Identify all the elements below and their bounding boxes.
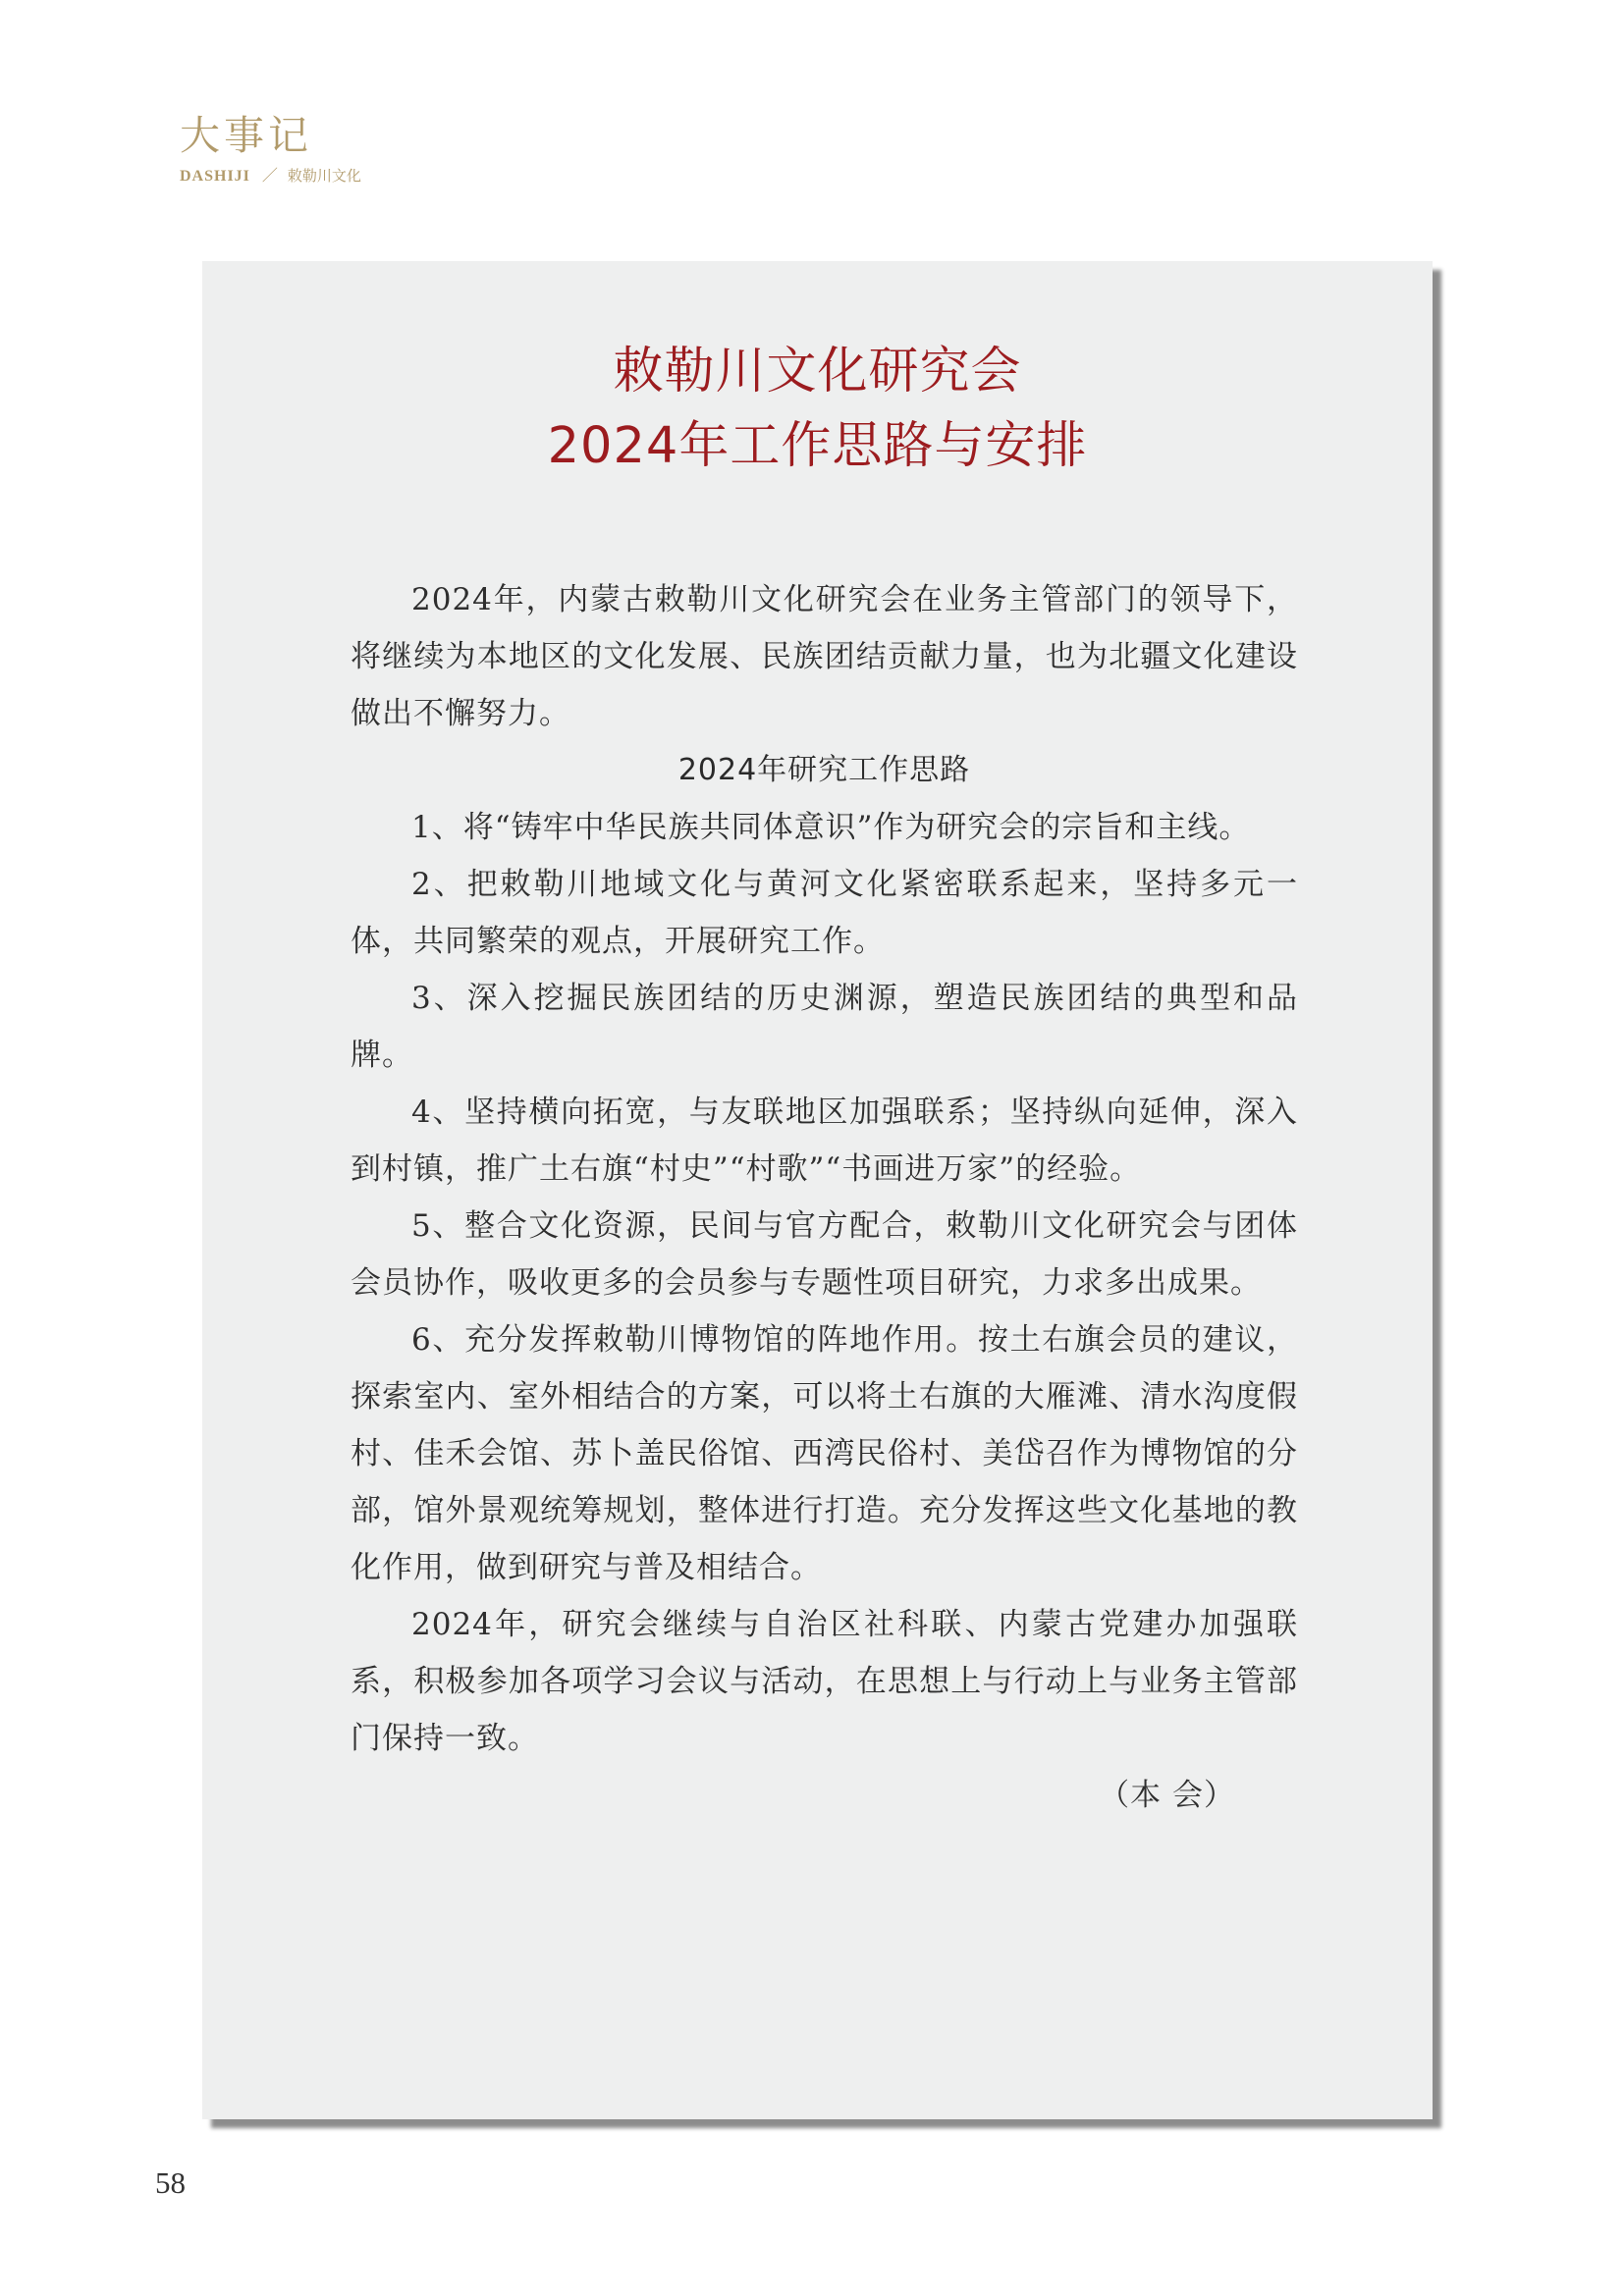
subheading: 2024年研究工作思路	[677, 753, 971, 787]
section-title: 大事记	[180, 112, 312, 159]
list-item: 4、坚持横向拓宽，与友联地区加强联系；坚持纵向延伸，深入到村镇，推广土右旗“村史”“村歌”“书画进万家”的经验。	[351, 1095, 1298, 1187]
article-title-line-2: 2024年工作思路与安排	[547, 417, 1088, 475]
list-item: 2、把敕勒川地域文化与黄河文化紧密联系起来，坚持多元一体，共同繁荣的观点，开展研究工作。	[351, 867, 1298, 959]
intro-paragraph: 2024年，内蒙古敕勒川文化研究会在业务主管部门的领导下，将继续为本地区的文化发展、民族团结贡献力量，也为北疆文化建设做出不懈努力。	[351, 582, 1298, 731]
article-body	[351, 571, 1298, 1824]
section-subtitle-pinyin: DASHIJI	[180, 168, 250, 185]
list-item: 5、整合文化资源，民间与官方配合，敕勒川文化研究会与团体会员协作，吸收更多的会员参与专题性项目研究，力求多出成果。	[351, 1208, 1298, 1301]
section-subtitle-chinese: 敕勒川文化	[287, 167, 361, 185]
signature: （本 会）	[1099, 1778, 1235, 1813]
article-card	[202, 261, 1433, 2119]
list-item: 6、充分发挥敕勒川博物馆的阵地作用。按土右旗会员的建议，探索室内、室外相结合的方案，可以将土右旗的大雁滩、清水沟度假村、佳禾会馆、苏卜盖民俗馆、西湾民俗村、美岱召作为博物馆的分部，馆外景观统筹规划，整体进行打造。充分发挥这些文化基地的教化作用，做到研究与普及相结合。	[351, 1322, 1298, 1585]
running-header	[180, 112, 361, 185]
page-number: 58	[155, 2165, 186, 2200]
section-subtitle	[180, 168, 361, 185]
closing-paragraph: 2024年，研究会继续与自治区社科联、内蒙古党建办加强联系，积极参加各项学习会议与活动，在思想上与行动上与业务主管部门保持一致。	[351, 1607, 1298, 1756]
list-item: 3、深入挖掘民族团结的历史渊源，塑造民族团结的典型和品牌。	[351, 981, 1298, 1073]
header-separator: ／	[261, 168, 278, 185]
article-title-line-1: 敕勒川文化研究会	[613, 343, 1022, 400]
list-item: 1、将“铸牢中华民族共同体意识”作为研究会的宗旨和主线。	[411, 810, 1251, 845]
